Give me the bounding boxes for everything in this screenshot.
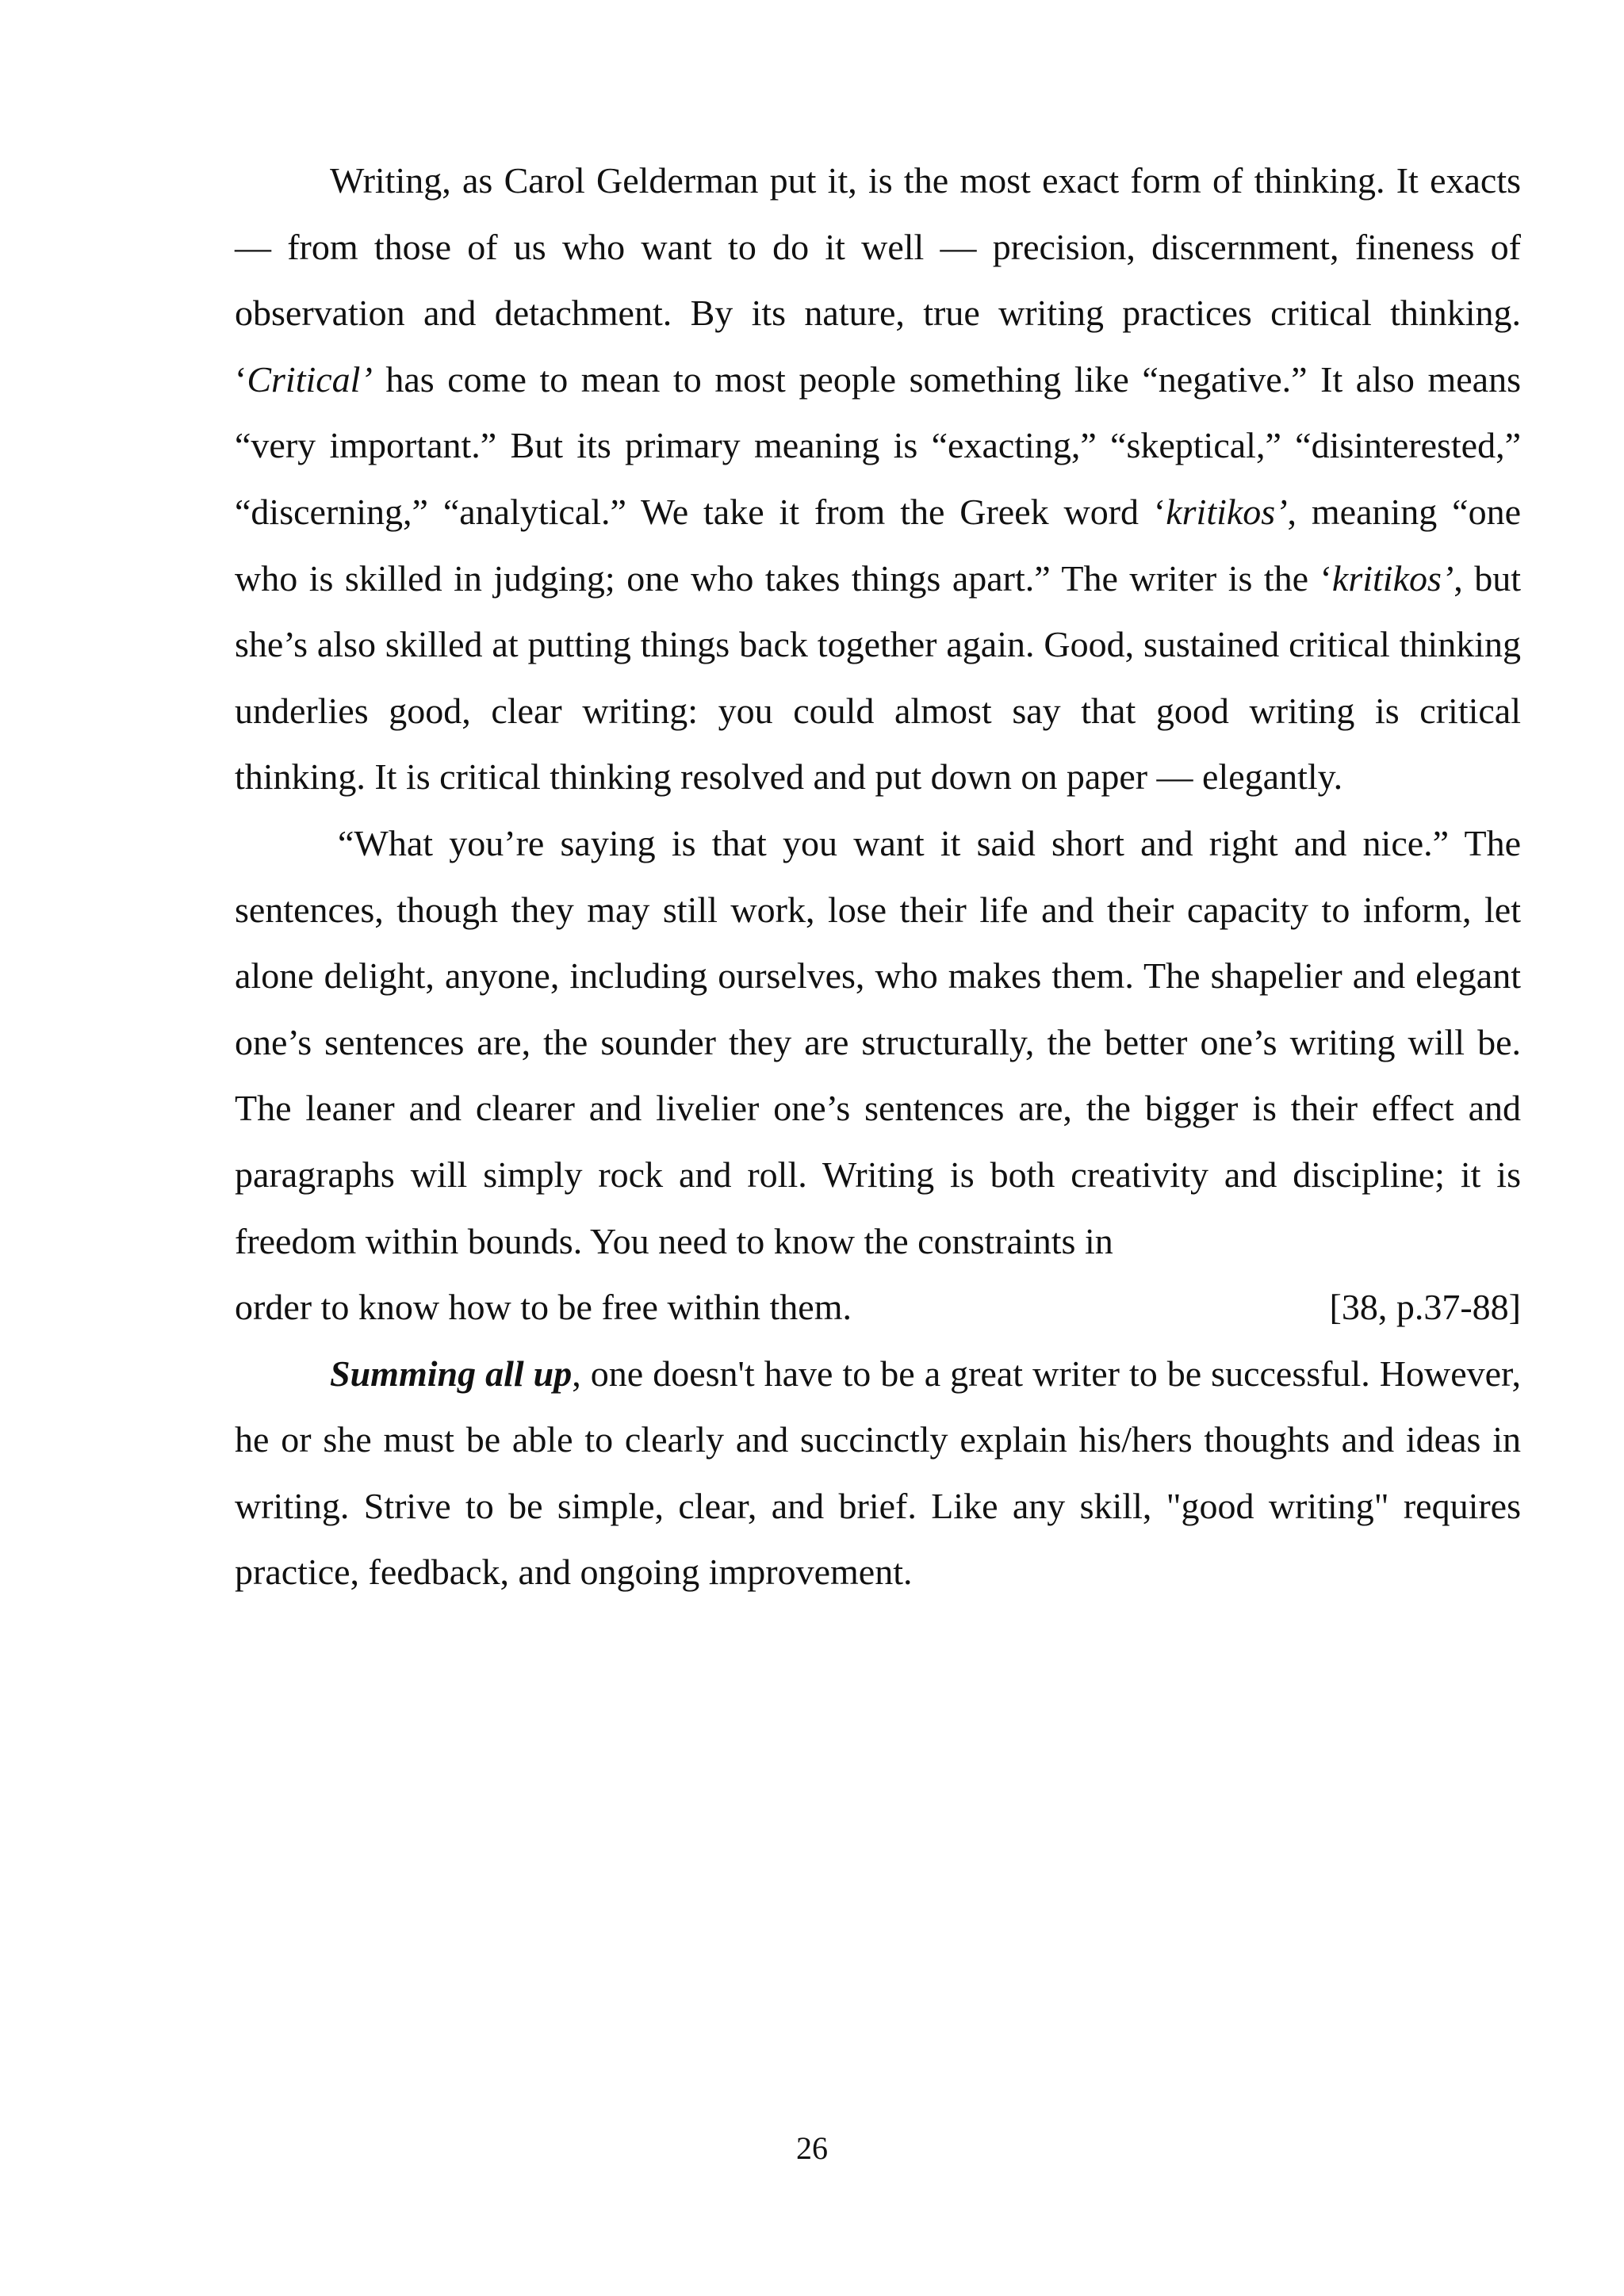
- term-kritikos-first: kritikos’: [1166, 491, 1288, 532]
- paragraph-2-final-line: [235, 1274, 1521, 1341]
- citation-reference: [38, p.37-88]: [1329, 1287, 1521, 1328]
- paragraph-2-text: “What you’re saying is that you want it said short and right and nice.” The sentences, though they may still work, lose their life and their capacity to inform, let alone delight, anyone, including ourselves, who makes them. The shapelier and elegant one’s sentences are, the sounder they are structurally, the better one’s writing will be. The leaner and clearer and livelier one’s sentences are, the bigger is their effect and paragraphs will simply rock and roll. Writing is both creativity and discipline; it is freedom within bounds. You need to know the constraints in: [235, 822, 1521, 1261]
- paragraph-3-text: , one doesn't have to be a great writer to be successful. However, he or she must be able to clearly and succinctly explain his/hers thoughts and ideas in writing. Strive to be simple, clear, and brief. Like any skill, "good writing" requires practice, feedback, and ongoing improvement.: [235, 1353, 1522, 1593]
- paragraph-1-text-2: has come to mean to most people something like “negative.” It also means “very important.” But its primary meaning is “exacting,” “skeptical,” “disinterested,” “discerning,” “analytical.” We take it from the Greek word ‘: [235, 358, 1521, 532]
- body-text: [235, 147, 1521, 1605]
- paragraph-summary: [235, 1341, 1521, 1605]
- paragraph-1-text-4: , but she’s also skilled at putting things back together again. Good, sustained critical thinking underlies good, clear writing: you could almost say that good writing is critical thinking. It is critical thinking resolved and put down on paper — elegantly.: [235, 557, 1521, 798]
- paragraph-critical-thinking: [235, 147, 1521, 810]
- summary-lead-phrase: Summing all up: [330, 1353, 573, 1394]
- term-critical: Critical’: [247, 358, 373, 400]
- paragraph-1-text-1: Writing, as Carol Gelderman put it, is the most exact form of thinking. It exacts — from those of us who want to do it well — precision, discernment, fineness of observation and detachment. By its nature, true writing practices critical thinking. ‘: [235, 160, 1521, 400]
- paragraph-2-last-line: order to know how to be free within them.: [235, 1287, 852, 1328]
- paragraph-1-text-3: , meaning “one who is skilled in judging; one who takes things apart.” The writer is the ‘: [235, 491, 1521, 599]
- paragraph-sentences: [235, 810, 1521, 1274]
- term-kritikos-second: kritikos’: [1331, 557, 1454, 599]
- page-number: 26: [796, 2130, 828, 2166]
